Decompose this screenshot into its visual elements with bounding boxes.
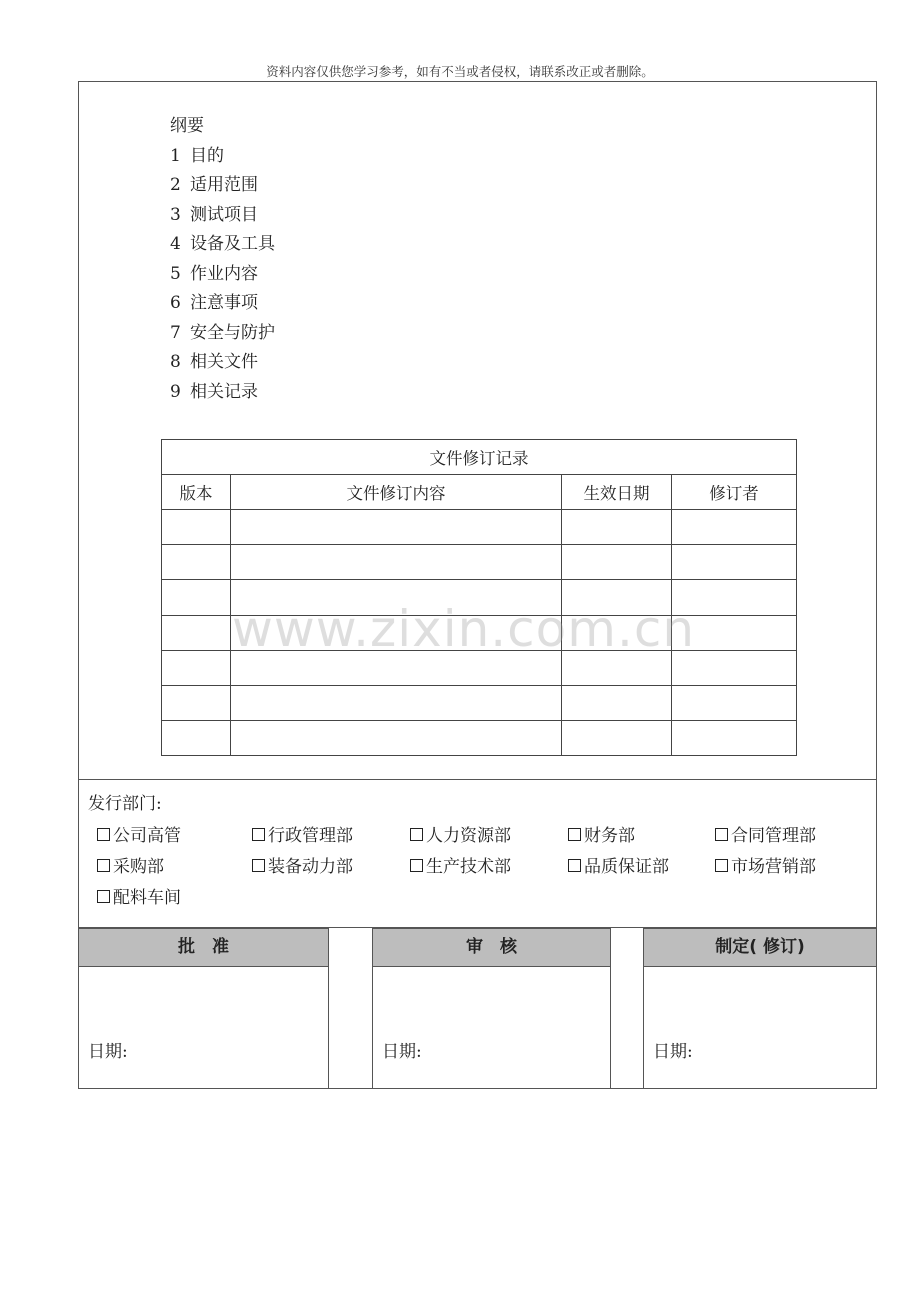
outline-item: 2 适用范围 <box>170 175 258 195</box>
review-title: 审 核 <box>373 929 610 967</box>
dept-checkbox-item[interactable]: 生产技术部 <box>410 852 511 877</box>
outline-item: 1 目的 <box>170 145 224 166</box>
table-cell[interactable] <box>672 510 797 545</box>
checkbox-icon[interactable] <box>410 859 423 872</box>
table-cell[interactable] <box>562 545 672 580</box>
table-cell[interactable] <box>162 720 231 755</box>
table-cell[interactable] <box>562 720 672 755</box>
approve-box <box>78 928 329 1089</box>
outline-item: 7 安全与防护 <box>170 322 275 343</box>
col-header-content: 文件修订内容 <box>231 475 562 510</box>
dept-checkbox-item[interactable]: 装备动力部 <box>252 852 353 877</box>
dept-checkbox-item[interactable]: 配料车间 <box>97 883 181 908</box>
dept-checkbox-item[interactable]: 财务部 <box>568 821 635 846</box>
approve-title: 批 准 <box>79 929 328 967</box>
checkbox-icon[interactable] <box>252 859 265 872</box>
header-note: 资料内容仅供您学习参考，如有不当或者侵权，请联系改正或者删除。 <box>266 64 654 79</box>
table-row <box>162 545 797 580</box>
outline-item: 8 相关文件 <box>170 352 258 372</box>
col-header-date: 生效日期 <box>562 475 672 510</box>
checkbox-icon[interactable] <box>715 828 728 841</box>
table-cell[interactable] <box>162 580 231 615</box>
table-cell[interactable] <box>162 650 231 685</box>
table-row <box>162 720 797 755</box>
checkbox-icon[interactable] <box>410 828 423 841</box>
table-cell[interactable] <box>162 510 231 545</box>
checkbox-icon[interactable] <box>97 890 110 903</box>
table-cell[interactable] <box>562 510 672 545</box>
table-row <box>162 685 797 720</box>
dept-checkbox-item[interactable]: 市场营销部 <box>715 852 816 877</box>
checkbox-icon[interactable] <box>715 859 728 872</box>
outline-title: 纲要 <box>170 116 204 136</box>
table-cell[interactable] <box>672 545 797 580</box>
checkbox-icon[interactable] <box>568 859 581 872</box>
checkbox-icon[interactable] <box>97 828 110 841</box>
table-cell[interactable] <box>162 615 231 650</box>
prepare-box <box>643 928 877 1089</box>
col-header-reviser: 修订者 <box>672 475 797 510</box>
table-cell[interactable] <box>231 510 562 545</box>
review-date-label: 日期: <box>382 1042 422 1062</box>
outline-item: 5 作业内容 <box>170 263 258 284</box>
review-box <box>372 928 611 1089</box>
checkbox-icon[interactable] <box>97 859 110 872</box>
outline <box>170 112 275 407</box>
table-cell[interactable] <box>231 685 562 720</box>
table-cell[interactable] <box>562 685 672 720</box>
dept-checkbox-item[interactable]: 行政管理部 <box>252 821 353 846</box>
table-row <box>162 510 797 545</box>
table-cell[interactable] <box>162 685 231 720</box>
prepare-title: 制定( 修订) <box>644 929 876 967</box>
dept-checkbox-item[interactable]: 品质保证部 <box>568 852 669 877</box>
dept-checkbox-item[interactable]: 合同管理部 <box>715 821 816 846</box>
table-cell[interactable] <box>231 545 562 580</box>
checkbox-icon[interactable] <box>568 828 581 841</box>
table-cell[interactable] <box>672 685 797 720</box>
table-cell[interactable] <box>672 720 797 755</box>
outline-item: 6 注意事项 <box>170 293 258 313</box>
outline-item: 3 测试项目 <box>170 204 258 225</box>
section-divider <box>78 779 877 780</box>
dept-checkbox-item[interactable]: 人力资源部 <box>410 821 511 846</box>
table-cell[interactable] <box>162 545 231 580</box>
revision-table-title: 文件修订记录 <box>162 440 797 475</box>
distribution-label: 发行部门: <box>88 794 162 814</box>
checkbox-icon[interactable] <box>252 828 265 841</box>
col-header-version: 版本 <box>162 475 231 510</box>
outline-item: 4 设备及工具 <box>170 234 275 254</box>
prepare-date-label: 日期: <box>653 1042 693 1062</box>
table-cell[interactable] <box>231 720 562 755</box>
dept-checkbox-item[interactable]: 采购部 <box>97 852 164 877</box>
approve-date-label: 日期: <box>88 1042 128 1062</box>
outline-item: 9 相关记录 <box>170 381 258 402</box>
dept-checkbox-item[interactable]: 公司高管 <box>97 821 181 846</box>
table-header-row <box>162 475 797 510</box>
revision-table <box>161 439 797 756</box>
watermark: www.zixin.com.cn <box>232 600 696 658</box>
